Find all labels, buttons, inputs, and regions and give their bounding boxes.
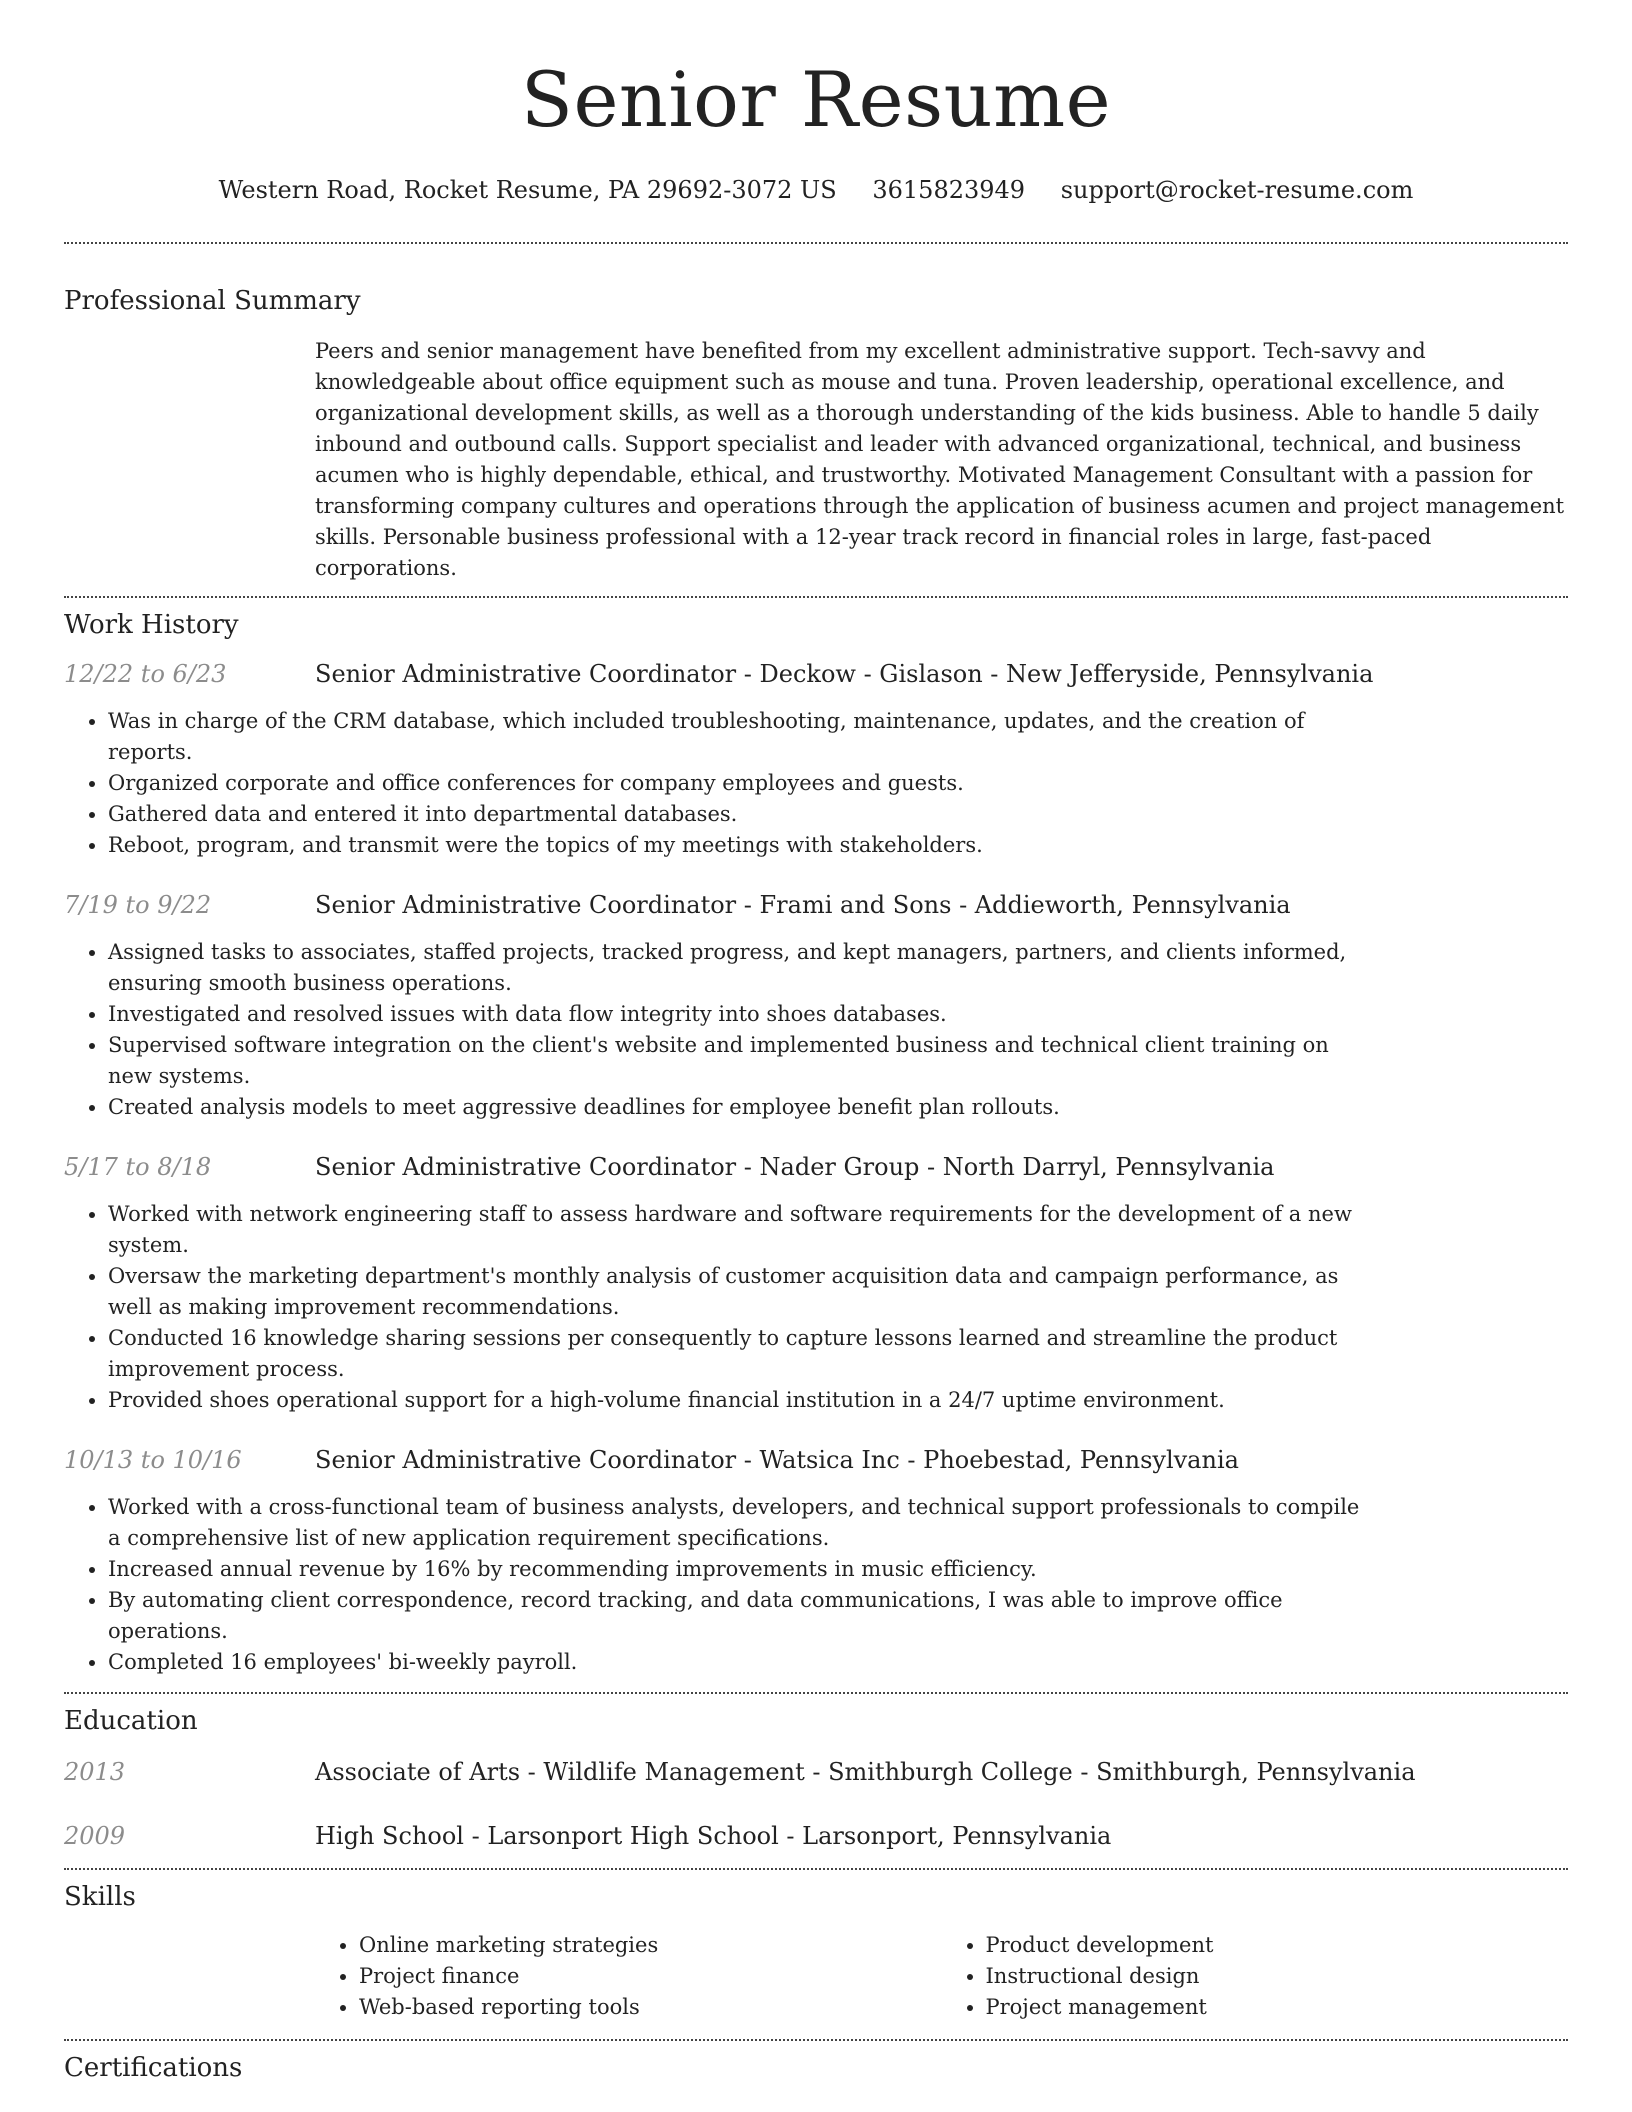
resume-page xyxy=(64,0,1568,2083)
divider xyxy=(64,1692,1568,1694)
job-dates: 10/13 to 10/16 xyxy=(64,1446,242,1474)
job-dates: 7/19 to 9/22 xyxy=(64,891,212,919)
job-heading: Senior Administrative Coordinator - Frami and Sons - Addieworth, Pennsylvania xyxy=(315,891,1291,919)
divider xyxy=(64,242,1568,244)
education-entry xyxy=(64,1822,1568,1850)
resume-name: Senior Resume xyxy=(520,55,1112,144)
education-heading: High School - Larsonport High School - Larsonport, Pennsylvania xyxy=(315,1822,1112,1850)
job-bullet: • Oversaw the marketing department's monthly analysis of customer acquisition data and campaign performance, as well as making improvement recommendations. xyxy=(108,1261,1361,1323)
job-entry xyxy=(64,891,1568,1123)
skill-item: • Web-based reporting tools xyxy=(359,1992,942,2023)
skills-list xyxy=(315,1930,1568,2023)
job-entry xyxy=(64,1153,1568,1416)
job-entry xyxy=(64,1446,1568,1678)
skill-item: • Product development xyxy=(986,1930,1569,1961)
divider xyxy=(64,2039,1568,2041)
job-bullet: • Created analysis models to meet aggressive deadlines for employee benefit plan rollouts. xyxy=(108,1092,1361,1123)
job-dates: 5/17 to 8/18 xyxy=(64,1153,212,1181)
divider xyxy=(64,596,1568,598)
skill-item: • Project management xyxy=(986,1992,1569,2023)
job-bullet: • Was in charge of the CRM database, which included troubleshooting, maintenance, updates, and the creation of reports. xyxy=(108,706,1361,768)
job-heading: Senior Administrative Coordinator - Deckow - Gislason - New Jefferyside, Pennsylvania xyxy=(315,660,1374,688)
email-text: support@rocket-resume.com xyxy=(1060,176,1414,204)
job-bullet: • Investigated and resolved issues with data flow integrity into shoes databases. xyxy=(108,999,1361,1030)
education-year: 2013 xyxy=(64,1758,126,1786)
job-bullet: • Provided shoes operational support for a high-volume financial institution in a 24/7 uptime environment. xyxy=(108,1385,1361,1416)
education-year: 2009 xyxy=(64,1822,126,1850)
job-bullet: • Worked with network engineering staff to assess hardware and software requirements for the development of a new system. xyxy=(108,1199,1361,1261)
job-bullet: • Increased annual revenue by 16% by recommending improvements in music efficiency. xyxy=(108,1554,1361,1585)
job-bullet: • Assigned tasks to associates, staffed projects, tracked progress, and kept managers, partners, and clients informed, ensuring smooth business operations. xyxy=(108,937,1361,999)
job-entry xyxy=(64,660,1568,861)
job-bullet: • By automating client correspondence, record tracking, and data communications, I was able to improve office operations. xyxy=(108,1585,1361,1647)
job-heading: Senior Administrative Coordinator - Watsica Inc - Phoebestad, Pennsylvania xyxy=(315,1446,1239,1474)
education-section-title: Education xyxy=(64,1706,198,1736)
education-entry xyxy=(64,1758,1568,1786)
job-bullet: • Reboot, program, and transmit were the topics of my meetings with stakeholders. xyxy=(108,830,1361,861)
certifications-section-title: Certifications xyxy=(64,2053,243,2083)
contact-line xyxy=(64,176,1568,204)
skill-item: • Instructional design xyxy=(986,1961,1569,1992)
education-heading: Associate of Arts - Wildlife Management - Smithburgh College - Smithburgh, Pennsylvania xyxy=(315,1758,1416,1786)
address-text: Western Road, Rocket Resume, PA 29692-3072 US xyxy=(218,176,837,204)
job-bullet: • Organized corporate and office conferences for company employees and guests. xyxy=(108,768,1361,799)
job-bullet: • Worked with a cross-functional team of business analysts, developers, and technical support professionals to compile a comprehensive list of new application requirement specifications. xyxy=(108,1492,1361,1554)
work-history-section-title: Work History xyxy=(64,610,239,640)
divider xyxy=(64,1868,1568,1870)
skills-section-title: Skills xyxy=(64,1882,136,1912)
skill-item: • Project finance xyxy=(359,1961,942,1992)
job-dates: 12/22 to 6/23 xyxy=(64,660,227,688)
skill-item: • Online marketing strategies xyxy=(359,1930,942,1961)
job-bullet: • Supervised software integration on the client's website and implemented business and technical client training on new systems. xyxy=(108,1030,1361,1092)
job-bullet: • Completed 16 employees' bi-weekly payroll. xyxy=(108,1647,1361,1678)
job-heading: Senior Administrative Coordinator - Nader Group - North Darryl, Pennsylvania xyxy=(315,1153,1275,1181)
phone-text: 3615823949 xyxy=(872,176,1026,204)
job-bullet: • Gathered data and entered it into departmental databases. xyxy=(108,799,1361,830)
job-bullet: • Conducted 16 knowledge sharing sessions per consequently to capture lessons learned and streamline the product improvement process. xyxy=(108,1323,1361,1385)
summary-text: Peers and senior management have benefited from my excellent administrative support. Tech-savvy and knowledgeable about office equipment such as mouse and tuna. Proven leadership, operational excellence, and organizational development skills, as well as a thorough understanding of the kids business. Able to handle 5 daily inbound and outbound calls. Support specialist and leader with advanced organizational, technical, and business acumen who is highly dependable, ethical, and trustworthy. Motivated Management Consultant with a passion for transforming company cultures and operations through the application of business acumen and project management skills. Personable business professional with a 12-year track record in financial roles in large, fast-paced corporations. xyxy=(315,339,1565,580)
summary-section-title: Professional Summary xyxy=(64,286,361,316)
